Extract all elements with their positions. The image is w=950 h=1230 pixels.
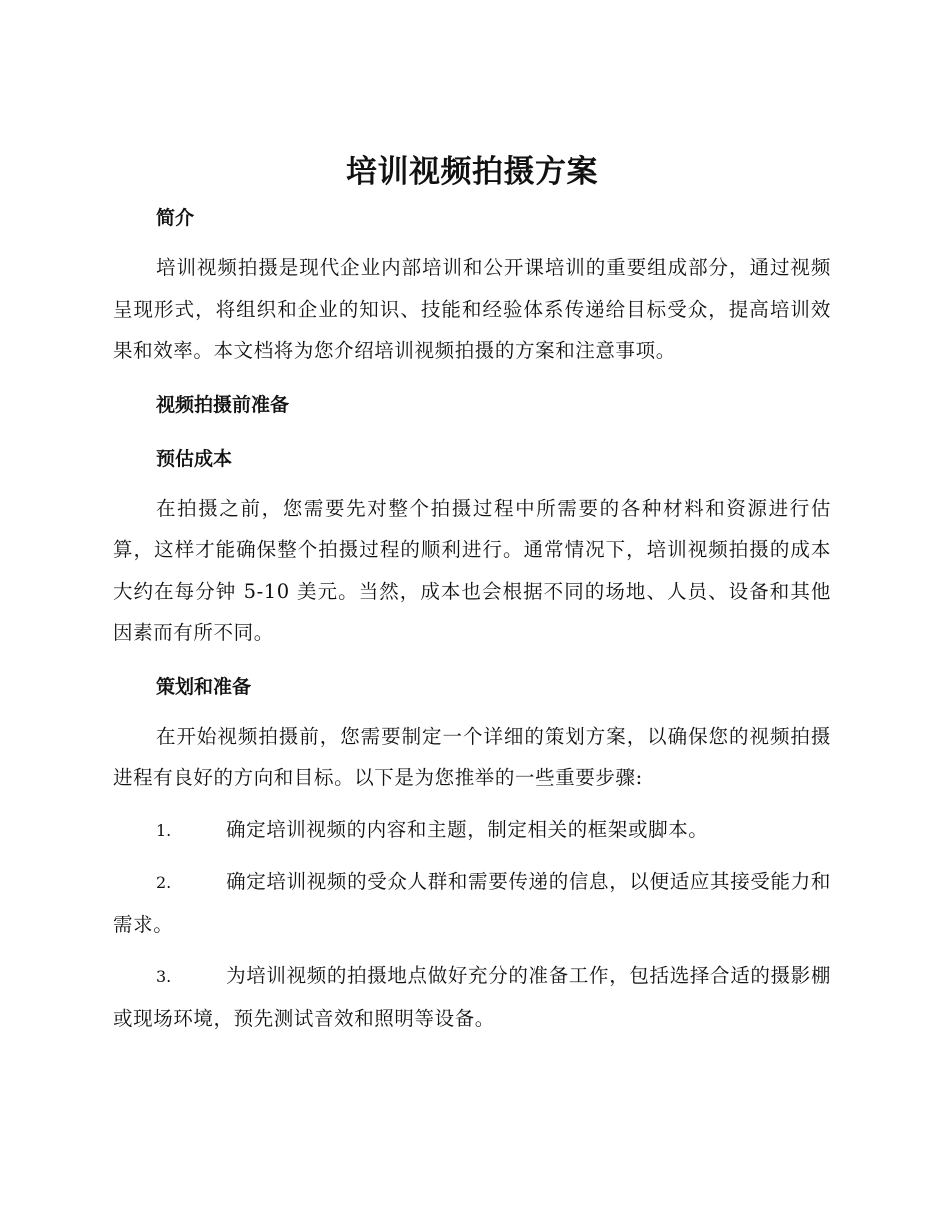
list-item [113, 861, 831, 945]
subsection-heading-cost: 预估成本 [156, 447, 233, 470]
list-item-text: 为培训视频的拍摄地点做好充分的准备工作，包括选择合适的摄影棚或现场环境，预先测试音效和照明等设备。 [113, 964, 831, 1030]
list-item-text: 确定培训视频的内容和主题，制定相关的框架或脚本。 [226, 817, 709, 841]
planning-paragraph: 在开始视频拍摄前，您需要制定一个详细的策划方案，以确保您的视频拍摄进程有良好的方向和目标。以下是为您推举的一些重要步骤: [113, 724, 831, 789]
intro-paragraph: 培训视频拍摄是现代企业内部培训和公开课培训的重要组成部分，通过视频呈现形式，将组织和企业的知识、技能和经验体系传递给目标受众，提高培训效果和效率。本文档将为您介绍培训视频拍摄的方案和注意事项。 [113, 256, 831, 362]
list-item-number: 3. [156, 967, 172, 986]
list-item [113, 809, 831, 852]
cost-paragraph: 在拍摄之前，您需要先对整个拍摄过程中所需要的各种材料和资源进行估算，这样才能确保整个拍摄过程的顺利进行。通常情况下，培训视频拍摄的成本大约在每分钟 5-10 美元。当然，成本也会根据不同的场地、人员、设备和其他因素而有所不同。 [113, 496, 831, 644]
section-heading-intro: 简介 [156, 207, 195, 229]
document-page [113, 150, 831, 1039]
subsection-heading-planning: 策划和准备 [156, 675, 252, 698]
list-item-number: 1. [156, 820, 172, 840]
document-title: 培训视频拍摄方案 [346, 154, 598, 190]
list-item-number: 2. [156, 873, 172, 892]
section-heading-preparation: 视频拍摄前准备 [156, 393, 290, 416]
list-item [113, 955, 831, 1039]
list-item-text: 确定培训视频的受众人群和需要传递的信息，以便适应其接受能力和需求。 [113, 870, 831, 936]
